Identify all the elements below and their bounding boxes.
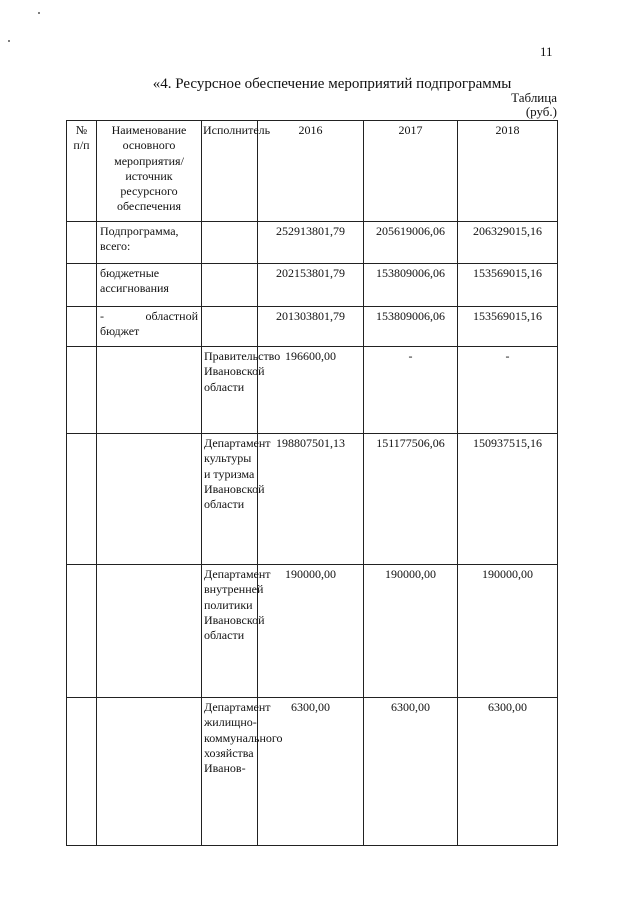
- cell-executor: Правительство Ивановской области: [202, 347, 258, 434]
- cell-executor: [202, 222, 258, 264]
- cell-name: [97, 307, 202, 347]
- cell-2018: -: [458, 347, 558, 434]
- cell-name: [97, 434, 202, 565]
- header-2018: 2018: [458, 121, 558, 222]
- cell-2016: 6300,00: [258, 698, 364, 846]
- table-header-row: [67, 121, 558, 222]
- cell-name-word: областной: [145, 309, 198, 323]
- cell-2016: 196600,00: [258, 347, 364, 434]
- cell-executor: [202, 264, 258, 307]
- table-row: [67, 264, 558, 307]
- cell-2016: 252913801,79: [258, 222, 364, 264]
- cell-number: [67, 698, 97, 846]
- cell-2016: 198807501,13: [258, 434, 364, 565]
- cell-2018: 150937515,16: [458, 434, 558, 565]
- cell-number: [67, 434, 97, 565]
- cell-2017: 151177506,06: [364, 434, 458, 565]
- cell-number: [67, 264, 97, 307]
- table-row: [67, 565, 558, 698]
- cell-2018: 153569015,16: [458, 264, 558, 307]
- cell-executor: Департамент внутренней политики Ивановской области: [202, 565, 258, 698]
- table-row: [67, 307, 558, 347]
- cell-2016: 202153801,79: [258, 264, 364, 307]
- cell-2018: 206329015,16: [458, 222, 558, 264]
- cell-2017: 205619006,06: [364, 222, 458, 264]
- cell-2018: 190000,00: [458, 565, 558, 698]
- cell-name: [97, 565, 202, 698]
- cell-2018: 153569015,16: [458, 307, 558, 347]
- scan-speck: [38, 12, 40, 14]
- cell-name: [97, 698, 202, 846]
- table-row: [67, 347, 558, 434]
- cell-number: [67, 347, 97, 434]
- cell-2017: 153809006,06: [364, 264, 458, 307]
- cell-2018: 6300,00: [458, 698, 558, 846]
- header-number: № п/п: [67, 121, 97, 222]
- cell-number: [67, 222, 97, 264]
- cell-name-dash: -: [100, 309, 104, 323]
- cell-name: [97, 347, 202, 434]
- cell-name: Подпрограмма, всего:: [97, 222, 202, 264]
- table-units: (руб.): [525, 104, 557, 119]
- resource-table: [66, 120, 558, 846]
- table-caption: [480, 91, 557, 119]
- page-title: «4. Ресурсное обеспечение мероприятий подпрограммы: [152, 76, 512, 92]
- cell-executor: Департамент культуры и туризма Ивановской области: [202, 434, 258, 565]
- cell-2017: 190000,00: [364, 565, 458, 698]
- cell-executor: [202, 307, 258, 347]
- cell-number: [67, 307, 97, 347]
- page-number: 11: [540, 44, 553, 59]
- table-caption-label: Таблица: [511, 90, 557, 105]
- cell-2016: 201303801,79: [258, 307, 364, 347]
- cell-2017: -: [364, 347, 458, 434]
- header-2016: 2016: [258, 121, 364, 222]
- scan-speck: [8, 40, 10, 42]
- header-name: Наименование основного мероприятия/ источник ресурсного обеспечения: [97, 121, 202, 222]
- cell-number: [67, 565, 97, 698]
- table-row: [67, 698, 558, 846]
- cell-2017: 6300,00: [364, 698, 458, 846]
- header-executor: Исполнитель: [202, 121, 258, 222]
- cell-name-line2: бюджет: [100, 324, 140, 339]
- table-row: [67, 434, 558, 565]
- cell-2016: 190000,00: [258, 565, 364, 698]
- cell-name: бюджетные ассигнования: [97, 264, 202, 307]
- cell-executor: Департамент жилищно-коммунального хозяйства Иванов-: [202, 698, 258, 846]
- table-row: [67, 222, 558, 264]
- header-2017: 2017: [364, 121, 458, 222]
- cell-2017: 153809006,06: [364, 307, 458, 347]
